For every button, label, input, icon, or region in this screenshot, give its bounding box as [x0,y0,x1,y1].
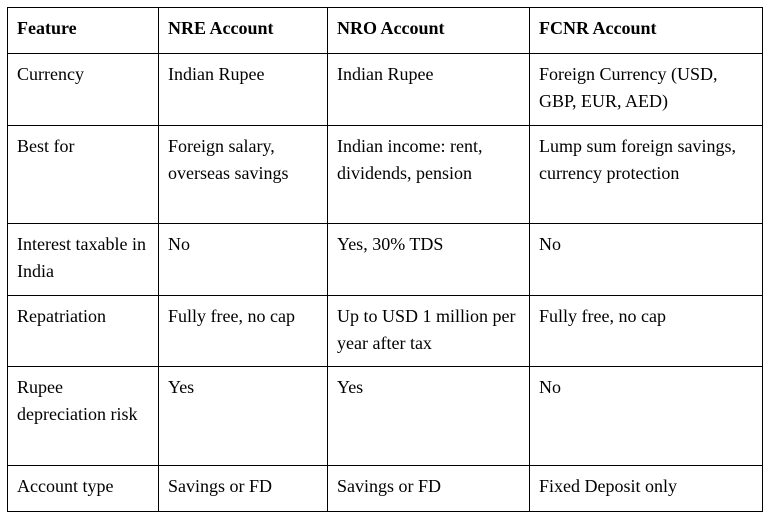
fcnr-cell: No [530,224,763,296]
account-comparison-table [7,7,763,512]
nre-cell: Savings or FD [159,466,328,512]
nro-cell: Savings or FD [328,466,530,512]
row-label: Rupee depreciation risk [8,367,159,466]
table-row-repatriation [8,296,763,367]
row-label: Currency [8,54,159,126]
nre-cell: Foreign salary, overseas savings [159,126,328,224]
fcnr-cell: No [530,367,763,466]
fcnr-cell: Fixed Deposit only [530,466,763,512]
table-row-currency [8,54,763,126]
table-row-account-type [8,466,763,512]
nro-cell: Up to USD 1 million per year after tax [328,296,530,367]
nro-cell: Indian Rupee [328,54,530,126]
fcnr-cell: Lump sum foreign savings, currency protection [530,126,763,224]
header-nre-account: NRE Account [159,8,328,54]
header-feature: Feature [8,8,159,54]
nro-cell: Indian income: rent, dividends, pension [328,126,530,224]
nro-cell: Yes, 30% TDS [328,224,530,296]
row-label: Account type [8,466,159,512]
nre-cell: Yes [159,367,328,466]
nre-cell: No [159,224,328,296]
nro-cell: Yes [328,367,530,466]
table-header-row [8,8,763,54]
nre-cell: Indian Rupee [159,54,328,126]
table-row-best-for [8,126,763,224]
fcnr-cell: Fully free, no cap [530,296,763,367]
header-nro-account: NRO Account [328,8,530,54]
nre-cell: Fully free, no cap [159,296,328,367]
header-fcnr-account: FCNR Account [530,8,763,54]
row-label: Best for [8,126,159,224]
row-label: Repatriation [8,296,159,367]
table-row-interest-taxable [8,224,763,296]
table-row-rupee-depreciation-risk [8,367,763,466]
fcnr-cell: Foreign Currency (USD, GBP, EUR, AED) [530,54,763,126]
row-label: Interest taxable in India [8,224,159,296]
